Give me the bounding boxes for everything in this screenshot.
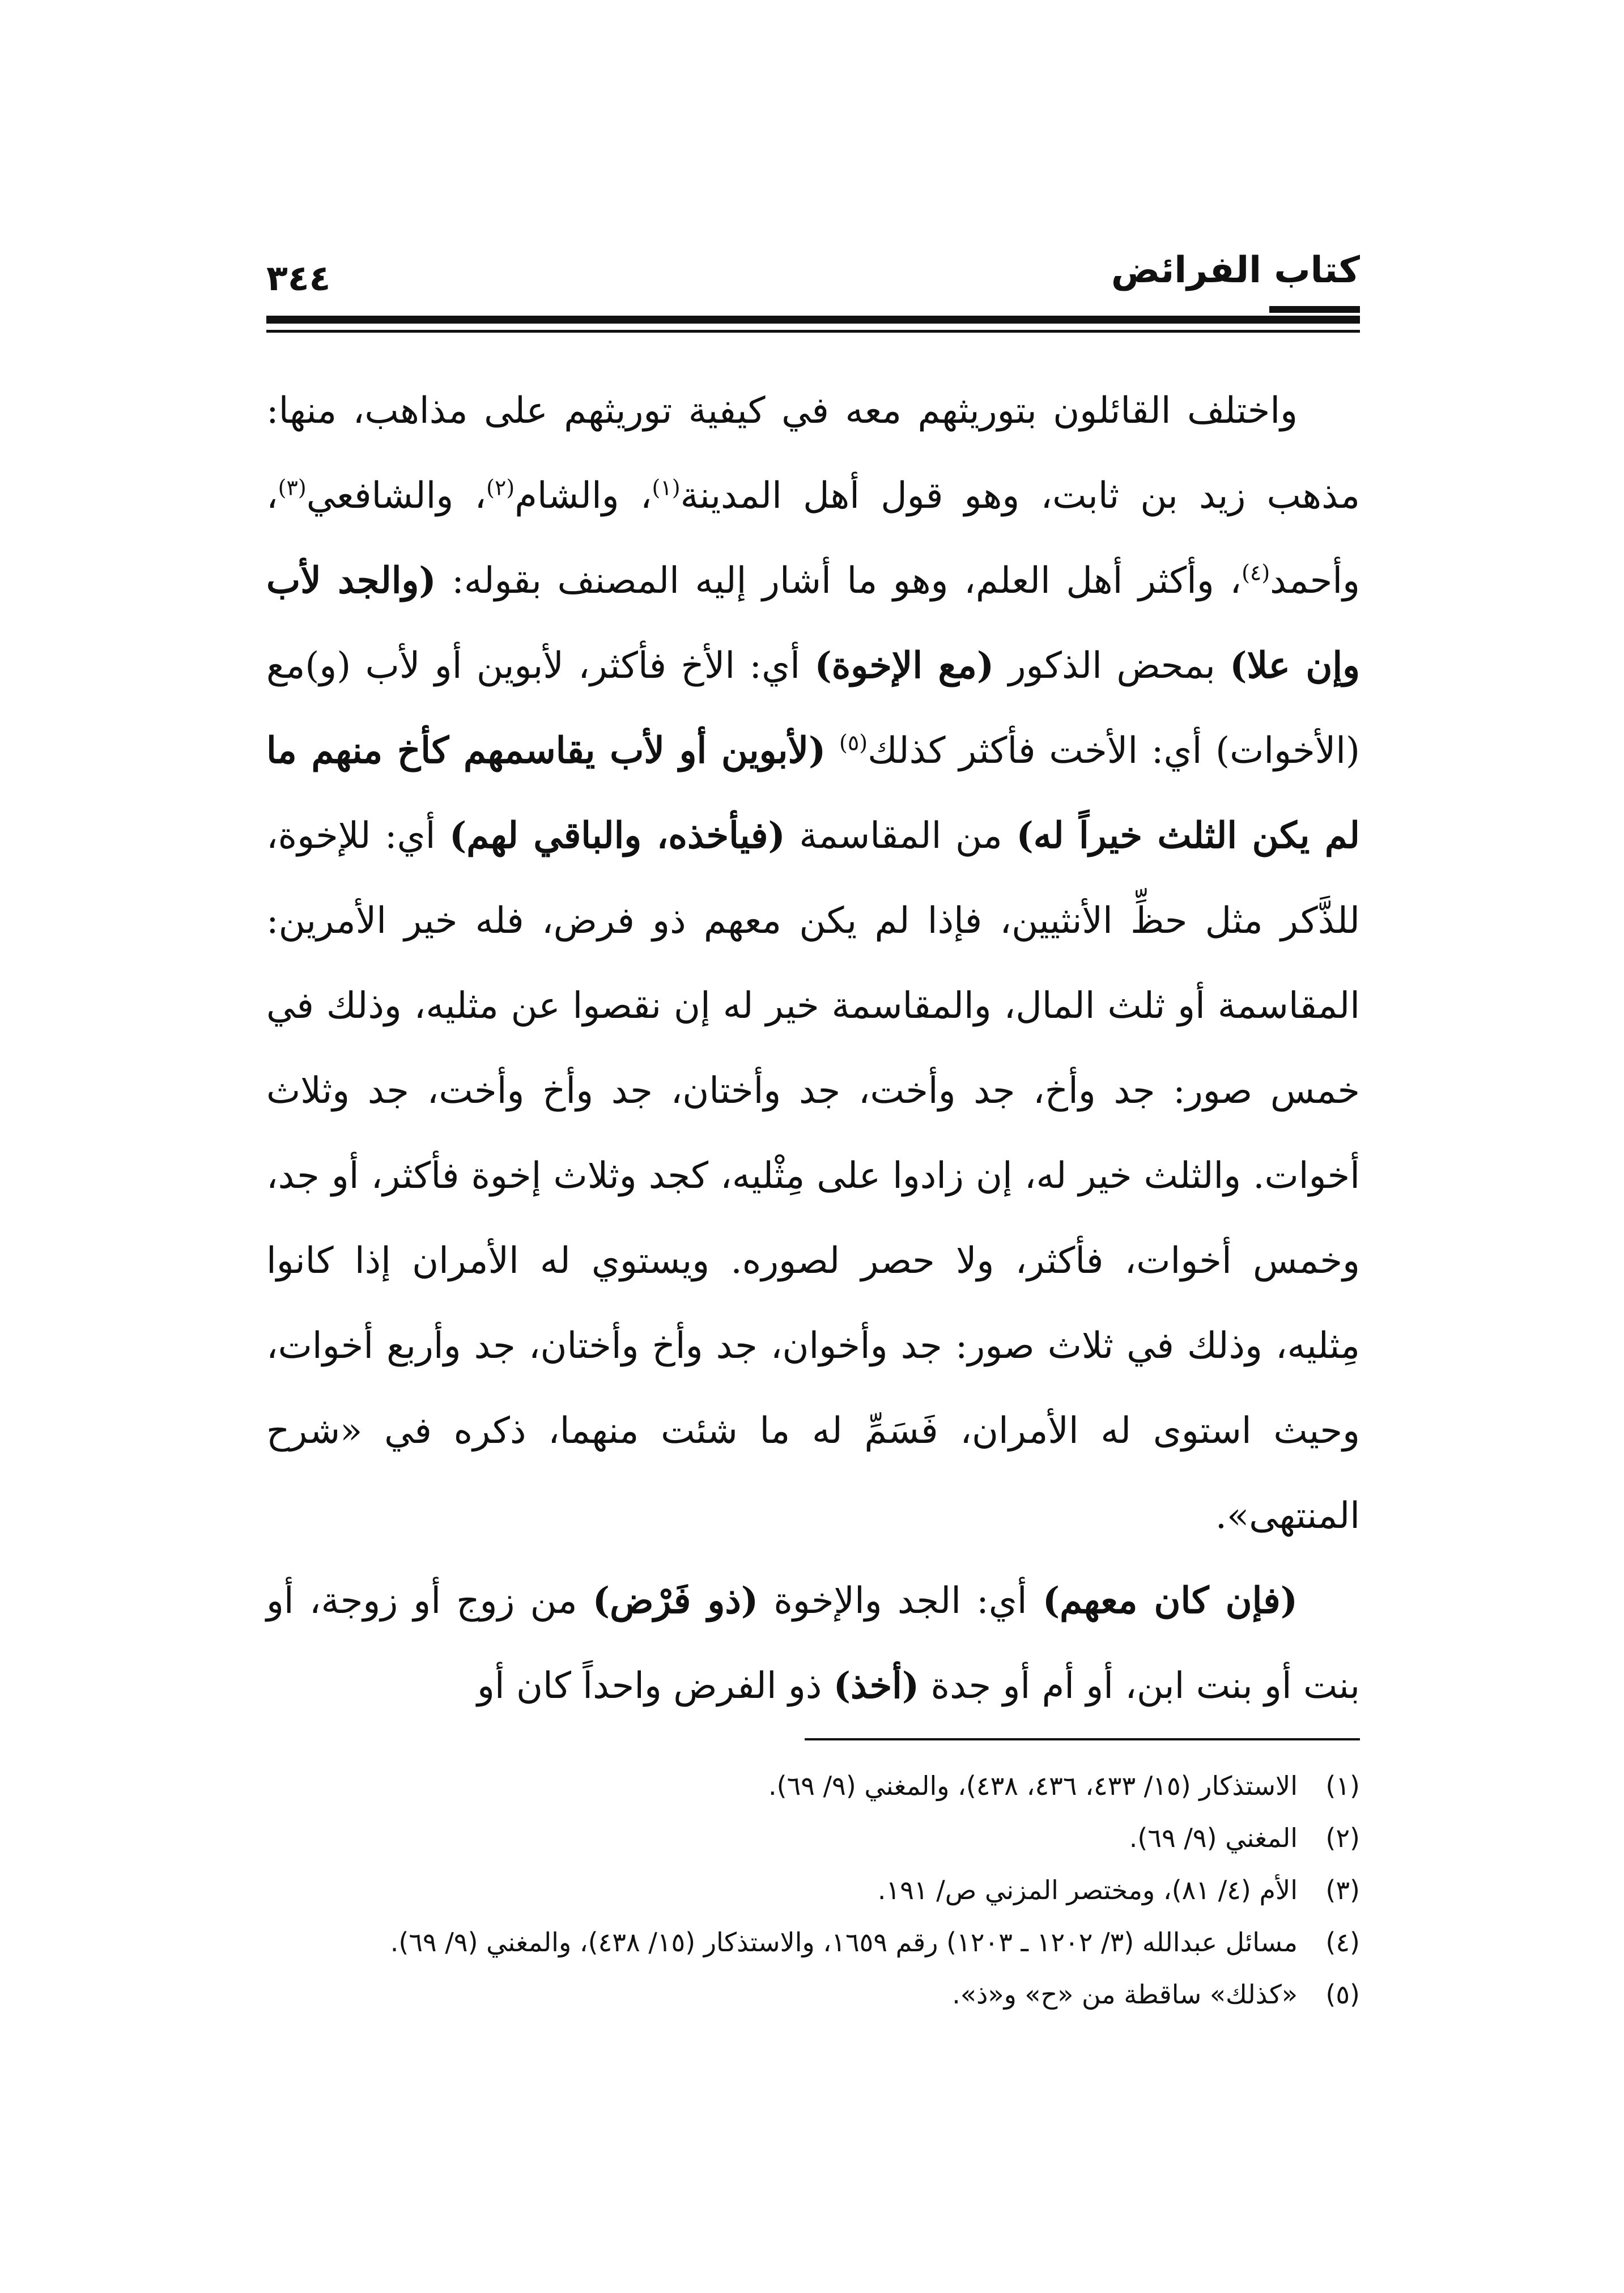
footnote-3 [266,1864,1360,1916]
footnote-text: مسائل عبدالله (٣/ ١٢٠٢ ـ ١٢٠٣) رقم ١٦٥٩، والاستذكار (١٥/ ٤٣٨)، والمغني (٩/ ٦٩). [390,1927,1298,1957]
commentary-text [826,730,839,772]
footnote-marker: (٥) [839,730,868,755]
commentary-text: ، والشام [515,475,652,517]
footnote-marker: (٤) [1242,560,1270,585]
footnote-divider [805,1738,1360,1740]
page-header [266,249,1360,299]
footnote-number: (١) [1325,1770,1360,1801]
matn-text: (فيأخذه، والباقي لهم) [449,814,785,857]
matn-text: (والجد لأب وإن علا) [266,559,1361,687]
header-rule-accent [1269,306,1360,313]
header-rule-thick [266,316,1360,324]
matn-text: (ذو فَرْض) [592,1579,759,1622]
footnote-number: (٢) [1325,1823,1360,1853]
commentary-text: بمحض الذكور [994,645,1230,687]
commentary-text: واختلف القائلون بتوريثهم معه في كيفية توريثهم على مذاهب، منها: مذهب زيد بن ثابت، وهو قول أهل المدينة [266,390,1361,517]
paragraph-2 [266,1559,1360,1729]
commentary-text: ، وأحمد [266,475,1361,602]
matn-text: (لأبوين أو لأب يقاسمهم كأخ منهم ما لم يكن الثلث خيراً له) [266,729,1360,857]
chapter-title: كتاب الفرائض [1111,249,1360,291]
footnote-marker: (١) [652,475,681,500]
footnote-text: الأم (٤/ ٨١)، ومختصر المزني ص/ ١٩١. [877,1875,1298,1905]
footnote-marker: (٢) [486,475,515,500]
commentary-text: ذو الفرض واحداً كان أو [477,1665,834,1707]
matn-text: (أخذ) [833,1664,920,1707]
footnote-number: (٥) [1325,1979,1360,2010]
commentary-text: من المقاسمة [785,815,1017,857]
paragraph-1 [266,368,1360,1559]
footnote-5 [266,1968,1360,2020]
footnote-4 [266,1916,1360,1968]
header-rule-thin [266,330,1360,333]
commentary-text: من زوج أو زوجة، أو بنت أو بنت ابن، أو أم أو جدة [266,1580,1360,1707]
commentary-text: أي: الأخ فأكثر، لأبوين أو لأب (و)مع (الأخوات) أي: الأخت فأكثر كذلك [266,645,1361,772]
footnote-text: الاستذكار (١٥/ ٤٣٣، ٤٣٦، ٤٣٨)، والمغني (٩/ ٦٩). [768,1770,1298,1801]
page-number: ٣٤٤ [266,257,331,299]
footnotes [266,1760,1360,2020]
matn-text: (مع الإخوة) [814,644,994,687]
footnote-text: «كذلك» ساقطة من «ح» و«ذ». [952,1979,1298,2010]
footnote-text: المغني (٩/ ٦٩). [1129,1823,1298,1853]
footnote-number: (٣) [1325,1875,1360,1905]
footnote-2 [266,1812,1360,1864]
footnote-1 [266,1760,1360,1812]
commentary-text: أي: الجد والإخوة [758,1580,1043,1622]
commentary-text: ، والشافعي [306,475,487,517]
commentary-text: ، وأكثر أهل العلم، وهو ما أشار إليه المصنف بقوله: [436,560,1242,602]
footnote-marker: (٣) [278,475,307,500]
body-text [266,368,1360,1729]
matn-text: (فإن كان معهم) [1042,1579,1298,1622]
footnote-number: (٤) [1325,1927,1360,1957]
commentary-text: أي: للإخوة، للذَّكر مثل حظِّ الأنثيين، فإذا لم يكن معهم ذو فرض، فله خير الأمرين: المقاسمة أو ثلث المال، والمقاسمة خير له إن نقصوا عن مثليه، وذلك في خمس صور: جد وأخ، جد وأخت، جد وأختان، جد وأخ وأخت، جد وثلاث أخوات. والثلث خير له، إن زادوا على مِثْليه، كجد وثلاث إخوة فأكثر، أو جد، وخمس أخوات، فأكثر، ولا حصر لصوره. ويستوي له الأمران إذا كانوا مِثليه، وذلك في ثلاث صور: جد وأخوان، جد وأخ وأختان، جد وأربع أخوات، وحيث استوى له الأمران، فَسَمِّ له ما شئت منهما، ذكره في «شرح المنتهى». [266,815,1361,1537]
